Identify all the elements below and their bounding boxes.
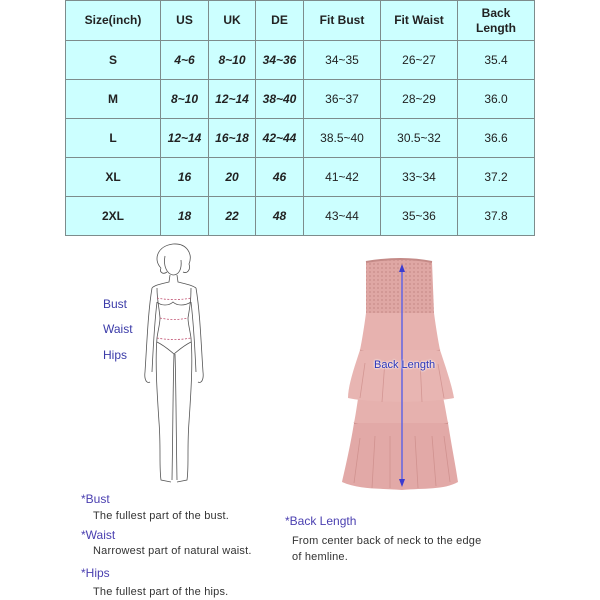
cell-us: 8~10: [161, 80, 209, 119]
cell-fit-waist: 30.5~32: [381, 119, 458, 158]
cell-size: M: [66, 80, 161, 119]
table-row: [66, 158, 535, 197]
header-size: Size(inch): [66, 1, 161, 41]
cell-us: 4~6: [161, 41, 209, 80]
cell-fit-bust: 38.5~40: [304, 119, 381, 158]
cell-back-length: 37.8: [458, 197, 535, 236]
table-row: [66, 197, 535, 236]
desc-hips-text: The fullest part of the hips.: [93, 586, 229, 598]
cell-fit-bust: 41~42: [304, 158, 381, 197]
cell-de: 46: [256, 158, 304, 197]
desc-bust-title: *Bust: [81, 492, 110, 506]
cell-fit-bust: 43~44: [304, 197, 381, 236]
header-us: US: [161, 1, 209, 41]
cell-us: 18: [161, 197, 209, 236]
desc-bust-text: The fullest part of the bust.: [93, 510, 230, 522]
table-row: [66, 119, 535, 158]
cell-uk: 16~18: [209, 119, 256, 158]
cell-uk: 12~14: [209, 80, 256, 119]
cell-us: 12~14: [161, 119, 209, 158]
cell-us: 16: [161, 158, 209, 197]
cell-fit-waist: 33~34: [381, 158, 458, 197]
body-label-waist: Waist: [103, 322, 133, 336]
cell-fit-bust: 34~35: [304, 41, 381, 80]
header-back-length-text: Back Length: [476, 5, 516, 35]
cell-fit-waist: 28~29: [381, 80, 458, 119]
desc-hips-title: *Hips: [81, 566, 110, 580]
cell-de: 34~36: [256, 41, 304, 80]
header-fit-bust: Fit Bust: [304, 1, 381, 41]
cell-size: XL: [66, 158, 161, 197]
header-de: DE: [256, 1, 304, 41]
cell-back-length: 37.2: [458, 158, 535, 197]
table-header-row: [66, 1, 535, 41]
size-chart-table: [65, 0, 535, 236]
desc-waist-text: Narrowest part of natural waist.: [93, 545, 252, 557]
cell-fit-bust: 36~37: [304, 80, 381, 119]
cell-fit-waist: 35~36: [381, 197, 458, 236]
body-label-hips: Hips: [103, 348, 128, 362]
cell-size: 2XL: [66, 197, 161, 236]
cell-uk: 8~10: [209, 41, 256, 80]
header-back-length: [458, 1, 535, 41]
cell-uk: 22: [209, 197, 256, 236]
desc-back-length-line1: From center back of neck to the edge: [292, 535, 482, 547]
cell-size: L: [66, 119, 161, 158]
table-row: [66, 80, 535, 119]
table-row: [66, 41, 535, 80]
cell-de: 48: [256, 197, 304, 236]
cell-de: 42~44: [256, 119, 304, 158]
dress-illustration: [340, 258, 465, 493]
header-fit-waist: Fit Waist: [381, 1, 458, 41]
cell-fit-waist: 26~27: [381, 41, 458, 80]
cell-back-length: 35.4: [458, 41, 535, 80]
cell-de: 38~40: [256, 80, 304, 119]
cell-uk: 20: [209, 158, 256, 197]
cell-size: S: [66, 41, 161, 80]
desc-back-length-title: *Back Length: [285, 514, 357, 528]
cell-back-length: 36.0: [458, 80, 535, 119]
body-outline-illustration: [135, 242, 215, 487]
body-label-bust: Bust: [103, 297, 128, 311]
header-uk: UK: [209, 1, 256, 41]
cell-back-length: 36.6: [458, 119, 535, 158]
desc-waist-title: *Waist: [81, 528, 116, 542]
dress-back-length-label: Back Length: [374, 359, 436, 371]
desc-back-length-line2: of hemline.: [292, 551, 349, 563]
